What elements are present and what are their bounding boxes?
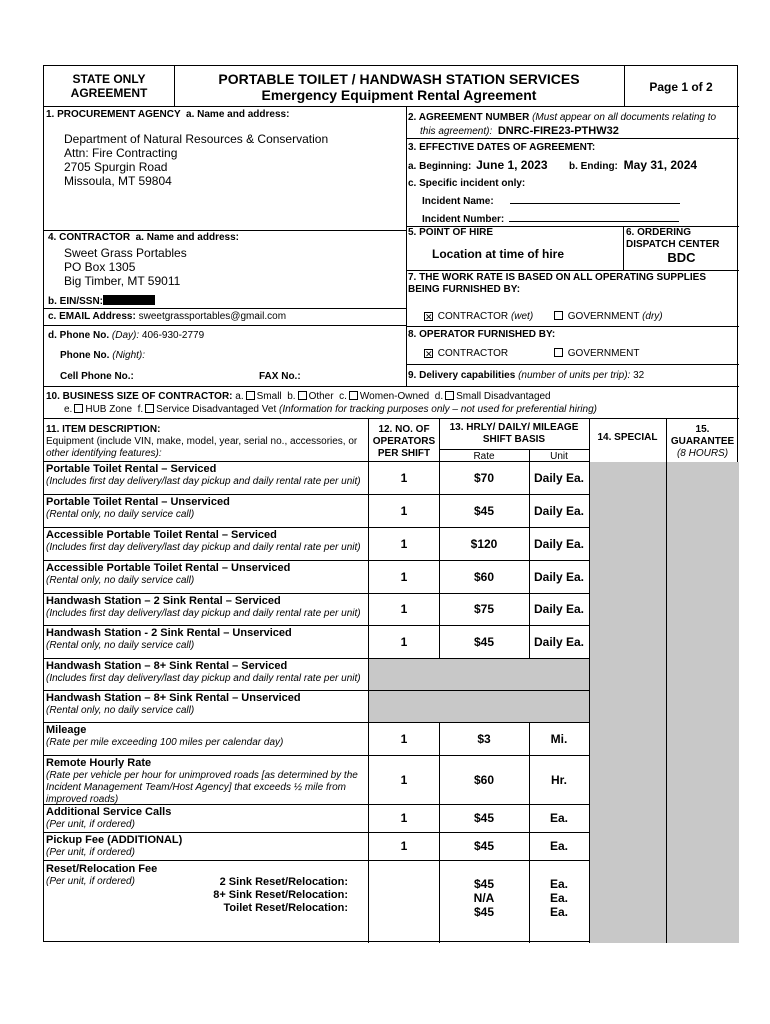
row-title: Portable Toilet Rental – Unserviced: [46, 496, 230, 508]
item-description-header: [46, 424, 366, 460]
business-option-letter: c.: [339, 391, 347, 402]
row-description: [46, 627, 366, 652]
work-rate-label-line1: 7. THE WORK RATE IS BASED ON ALL OPERATING SUPPLIES: [408, 272, 706, 283]
row-description: [46, 660, 366, 685]
row-rate: $75: [473, 602, 495, 616]
other-label: Other: [308, 391, 334, 402]
work-rate-contractor-label: CONTRACTOR: [437, 311, 509, 322]
row-rate: $70: [473, 470, 495, 485]
row-title: Additional Service Calls: [46, 806, 172, 818]
reset-item-label: 8+ Sink Reset/Relocation:: [213, 889, 348, 901]
service-vet-checkbox[interactable]: [145, 404, 154, 413]
delivery-label: 9. Delivery capabilities: [408, 370, 516, 381]
incident-number-field[interactable]: [509, 221, 679, 222]
ordering-label-line1: 6. ORDERING: [626, 227, 692, 238]
rental-agreement-form: [43, 65, 738, 942]
operator-furnished-label: 8. OPERATOR FURNISHED BY:: [408, 329, 556, 340]
effective-dates-label: 3. EFFECTIVE DATES OF AGREEMENT:: [408, 142, 596, 153]
reset-rate: $45: [473, 905, 495, 919]
row-rate: $60: [473, 569, 495, 584]
row-note: (Per unit, if ordered): [46, 847, 135, 858]
business-size-row2: [64, 404, 597, 416]
row-title: Mileage: [46, 724, 87, 736]
operator-contractor-option[interactable]: [422, 348, 508, 360]
row-description: [46, 595, 366, 620]
contractor-address-line: Sweet Grass Portables: [64, 246, 187, 260]
procurement-address: [64, 132, 328, 188]
phone-day-label: d. Phone No.: [48, 330, 110, 341]
incident-name-label: Incident Name:: [422, 196, 494, 207]
row-description: [46, 692, 366, 717]
business-option-letter: f.: [137, 404, 144, 415]
operator-government-checkbox[interactable]: [554, 348, 563, 357]
reset-unit: Ea.: [549, 905, 568, 919]
row-unit: Ea.: [549, 811, 568, 825]
business-option-letter: b.: [287, 391, 296, 402]
incident-name-row: [422, 196, 680, 208]
guarantee-header: [666, 424, 739, 460]
work-rate-contractor-option[interactable]: [422, 311, 533, 323]
procurement-agency-label: [46, 109, 289, 121]
row-description: [46, 463, 366, 488]
delivery-value: 32: [633, 370, 645, 381]
delivery-capabilities-row: [408, 370, 644, 382]
row-unit: Daily Ea.: [533, 634, 585, 649]
item-description-note2: other identifying features):: [46, 448, 162, 459]
row-unit: Daily Ea.: [533, 470, 585, 485]
row-description: [46, 496, 366, 521]
operator-government-label: GOVERNMENT: [567, 348, 640, 359]
state-only-line1: STATE ONLY: [72, 72, 146, 86]
rate-header: Rate: [473, 451, 495, 462]
work-rate-government-option[interactable]: [552, 311, 663, 323]
contractor-address-line: PO Box 1305: [64, 260, 136, 274]
business-option-letter: a.: [235, 391, 244, 402]
row-description: [46, 724, 366, 749]
reset-title: Reset/Relocation Fee: [46, 863, 158, 875]
state-only-line2: AGREEMENT: [70, 86, 148, 100]
contractor-address: [64, 246, 187, 288]
row-title: Accessible Portable Toilet Rental – Unserviced: [46, 562, 291, 574]
row-operators: 1: [400, 731, 408, 746]
hub-zone-label: HUB Zone: [85, 404, 133, 415]
row-description: [46, 562, 366, 587]
agreement-number-line2: [420, 125, 619, 138]
phone-night-label: Phone No.: [60, 350, 110, 361]
procurement-sublabel: a. Name and address:: [186, 109, 290, 120]
shift-basis-header-line: SHIFT BASIS: [482, 434, 546, 445]
point-of-hire-value: Location at time of hire: [432, 247, 565, 261]
guarantee-header-line: 15.: [695, 424, 710, 435]
row-note: (Rental only, no daily service call): [46, 640, 195, 651]
form-title-line1: PORTABLE TOILET / HANDWASH STATION SERVICES: [218, 71, 580, 87]
row-note: (Rental only, no daily service call): [46, 705, 195, 716]
row-rate: $45: [473, 634, 495, 649]
contractor-sublabel: a. Name and address:: [135, 232, 239, 243]
row-description: [46, 834, 366, 859]
incident-number-label: Incident Number:: [422, 214, 505, 225]
unit-header: Unit: [550, 451, 568, 462]
row-unit: Mi.: [550, 731, 568, 746]
row-rate: $45: [473, 839, 495, 853]
phone-day-qualifier: (Day):: [111, 330, 140, 341]
row-title: Handwash Station - 2 Sink Rental – Unserviced: [46, 627, 292, 639]
row-rate: $60: [473, 772, 495, 787]
row-rate: $120: [470, 536, 498, 551]
row-note: (Includes first day delivery/last day pickup and daily rental rate per unit): [46, 476, 361, 487]
row-title: Handwash Station – 2 Sink Rental – Serviced: [46, 595, 281, 607]
specific-incident-label: c. Specific incident only:: [408, 178, 526, 189]
guarantee-header-line: (8 HOURS): [676, 448, 729, 459]
agreement-number-label: 2. AGREEMENT NUMBER: [408, 112, 530, 123]
operators-header-line: OPERATORS: [372, 436, 436, 447]
row-unit: Daily Ea.: [533, 569, 585, 584]
hub-zone-checkbox[interactable]: [74, 404, 83, 413]
work-rate-government-qualifier: (dry): [642, 311, 663, 322]
row-description: [46, 806, 366, 831]
phone-night-row: [60, 350, 145, 362]
row-title: Remote Hourly Rate: [46, 757, 152, 769]
page-number: Page 1 of 2: [649, 80, 713, 94]
row-unit: Hr.: [550, 772, 567, 787]
row-unit: Daily Ea.: [533, 503, 585, 518]
row-note: (Includes first day delivery/last day pickup and daily rental rate per unit): [46, 542, 361, 553]
reset-unit: Ea.: [549, 891, 568, 905]
business-size-row1: [46, 391, 551, 403]
operator-contractor-checkbox[interactable]: ✕: [425, 349, 433, 359]
guarantee-column-shade: [667, 462, 739, 943]
small-label: Small: [256, 391, 282, 402]
work-rate-contractor-qualifier: (wet): [510, 311, 534, 322]
other-checkbox[interactable]: [298, 391, 307, 400]
reset-items: [164, 876, 348, 915]
shift-basis-header-line: 13. HRLY/ DAILY/ MILEAGE: [449, 422, 579, 433]
row-title: Handwash Station – 8+ Sink Rental – Unserviced: [46, 692, 301, 704]
service-vet-label: Service Disadvantaged Vet: [156, 404, 277, 415]
item-description-note: Equipment (include VIN, make, model, year, serial no., accessories, or: [46, 436, 358, 447]
form-title-line2: Emergency Equipment Rental Agreement: [261, 87, 537, 103]
beginning-date-row: [408, 158, 548, 173]
work-rate-government-checkbox[interactable]: [554, 311, 563, 320]
contractor-label: [48, 232, 239, 244]
delivery-qualifier: (number of units per trip):: [518, 370, 631, 381]
phone-day-row: [48, 330, 204, 342]
row-rate: $45: [473, 811, 495, 825]
row-title: Handwash Station – 8+ Sink Rental – Serviced: [46, 660, 288, 672]
operators-header-line: 12. NO. OF: [378, 424, 430, 435]
agreement-number-note2: this agreement):: [420, 126, 493, 137]
row-note: (Rate per vehicle per hour for unimproved roads [as determined by the Incident Management Team/Host Agency] that exceeds ½ mile from improved roads): [46, 770, 358, 805]
guarantee-header-line: GUARANTEE: [670, 436, 735, 447]
reset-item-label: 2 Sink Reset/Relocation:: [219, 876, 348, 888]
incident-name-field[interactable]: [510, 203, 680, 204]
small-disadvantaged-checkbox[interactable]: [445, 391, 454, 400]
row-operators: 1: [400, 634, 408, 649]
row-title: Accessible Portable Toilet Rental – Serviced: [46, 529, 277, 541]
form-title: [174, 71, 624, 103]
operators-header-line: PER SHIFT: [377, 448, 431, 459]
ein-label: b. EIN/SSN:: [48, 296, 104, 307]
business-option-letter: d.: [434, 391, 444, 402]
beginning-date: June 1, 2023: [476, 158, 548, 172]
ending-date: May 31, 2024: [623, 158, 698, 172]
row-unit: Daily Ea.: [533, 602, 585, 616]
phone-night-qualifier: (Night):: [112, 350, 146, 361]
procurement-address-line: Missoula, MT 59804: [64, 174, 172, 188]
operator-contractor-label: CONTRACTOR: [437, 348, 509, 359]
work-rate-label: [408, 272, 706, 296]
row-operators: 1: [400, 602, 408, 616]
reset-item-label: Toilet Reset/Relocation:: [223, 902, 348, 914]
work-rate-contractor-checkbox[interactable]: ✕: [425, 312, 433, 322]
business-size-note: (Information for tracking purposes only – not used for preferential hiring): [279, 404, 597, 415]
row-note: (Rental only, no daily service call): [46, 575, 195, 586]
state-only-label: [44, 72, 174, 100]
row-operators: 1: [400, 503, 408, 518]
women-owned-label: Women-Owned: [359, 391, 430, 402]
row-title: Portable Toilet Rental – Serviced: [46, 463, 217, 475]
shift-basis-header: [439, 422, 589, 446]
row-rate: $45: [473, 503, 495, 518]
procurement-label: 1. PROCUREMENT AGENCY: [46, 109, 181, 120]
work-rate-government-label: GOVERNMENT: [567, 311, 640, 322]
ordering-label-line2: DISPATCH CENTER: [626, 239, 720, 250]
special-column-shade: [590, 462, 666, 943]
item-description-label: 11. ITEM DESCRIPTION:: [46, 424, 161, 435]
dispatch-center-value: BDC: [667, 250, 696, 265]
contractor-section-label: 4. CONTRACTOR: [48, 232, 131, 243]
operators-header: [369, 424, 439, 460]
row-operators: 1: [400, 839, 408, 853]
email-value: sweetgrassportables@gmail.com: [138, 311, 287, 322]
row-unit: Ea.: [549, 839, 568, 853]
row-note: (Rate per mile exceeding 100 miles per calendar day): [46, 737, 284, 748]
operator-government-option[interactable]: [552, 348, 639, 360]
reset-units: [529, 877, 589, 919]
small-disadvantaged-label: Small Disadvantaged: [456, 391, 551, 402]
reset-note: (Per unit, if ordered): [46, 876, 135, 887]
ending-label: b. Ending:: [569, 161, 618, 172]
row-rate: $3: [477, 731, 491, 746]
ordering-dispatch-label: [626, 227, 720, 251]
row-operators: 1: [400, 470, 408, 485]
email-row: [48, 311, 286, 323]
point-of-hire-label: 5. POINT OF HIRE: [408, 227, 494, 238]
row-title: Pickup Fee (ADDITIONAL): [46, 834, 183, 846]
small-checkbox[interactable]: [246, 391, 255, 400]
row-operators: 1: [400, 811, 408, 825]
row-operators: 1: [400, 536, 408, 551]
procurement-address-line: Department of Natural Resources & Conservation: [64, 132, 329, 146]
special-header: 14. SPECIAL: [597, 432, 658, 443]
agreement-number-note: (Must appear on all documents relating to: [532, 112, 717, 123]
row-description: [46, 529, 366, 554]
reset-rate: N/A: [473, 891, 495, 905]
procurement-address-line: 2705 Spurgin Road: [64, 160, 168, 174]
reset-rates: [439, 877, 529, 919]
beginning-label: a. Beginning:: [408, 161, 472, 172]
contractor-address-line: Big Timber, MT 59011: [64, 274, 181, 288]
row-note: (Includes first day delivery/last day pickup and daily rental rate per unit): [46, 673, 361, 684]
procurement-address-line: Attn: Fire Contracting: [64, 146, 178, 160]
row-note: (Includes first day delivery/last day pickup and daily rental rate per unit): [46, 608, 361, 619]
row-note: (Rental only, no daily service call): [46, 509, 195, 520]
agreement-number-value: DNRC-FIRE23-PTHW32: [497, 125, 619, 137]
redacted-ein: [103, 295, 155, 305]
row-note: (Per unit, if ordered): [46, 819, 135, 830]
email-label: c. EMAIL Address:: [48, 311, 136, 322]
ending-date-row: [569, 158, 697, 173]
row-description: [46, 757, 366, 806]
work-rate-label-line2: BEING FURNISHED BY:: [408, 284, 521, 295]
reset-unit: Ea.: [549, 877, 568, 891]
incident-number-row: [422, 214, 679, 226]
phone-day-value: 406-930-2779: [141, 330, 205, 341]
row-operators: 1: [400, 772, 408, 787]
women-owned-checkbox[interactable]: [349, 391, 358, 400]
ein-row: [48, 295, 155, 308]
agreement-number-block: [408, 112, 738, 124]
fax-label: FAX No.:: [259, 371, 301, 382]
row-unit: Daily Ea.: [533, 536, 585, 551]
row-operators: 1: [400, 569, 408, 584]
business-option-letter: e.: [64, 404, 73, 415]
reset-rate: $45: [473, 877, 495, 891]
business-size-label: 10. BUSINESS SIZE OF CONTRACTOR:: [46, 391, 233, 402]
cell-phone-label: Cell Phone No.:: [60, 371, 134, 382]
